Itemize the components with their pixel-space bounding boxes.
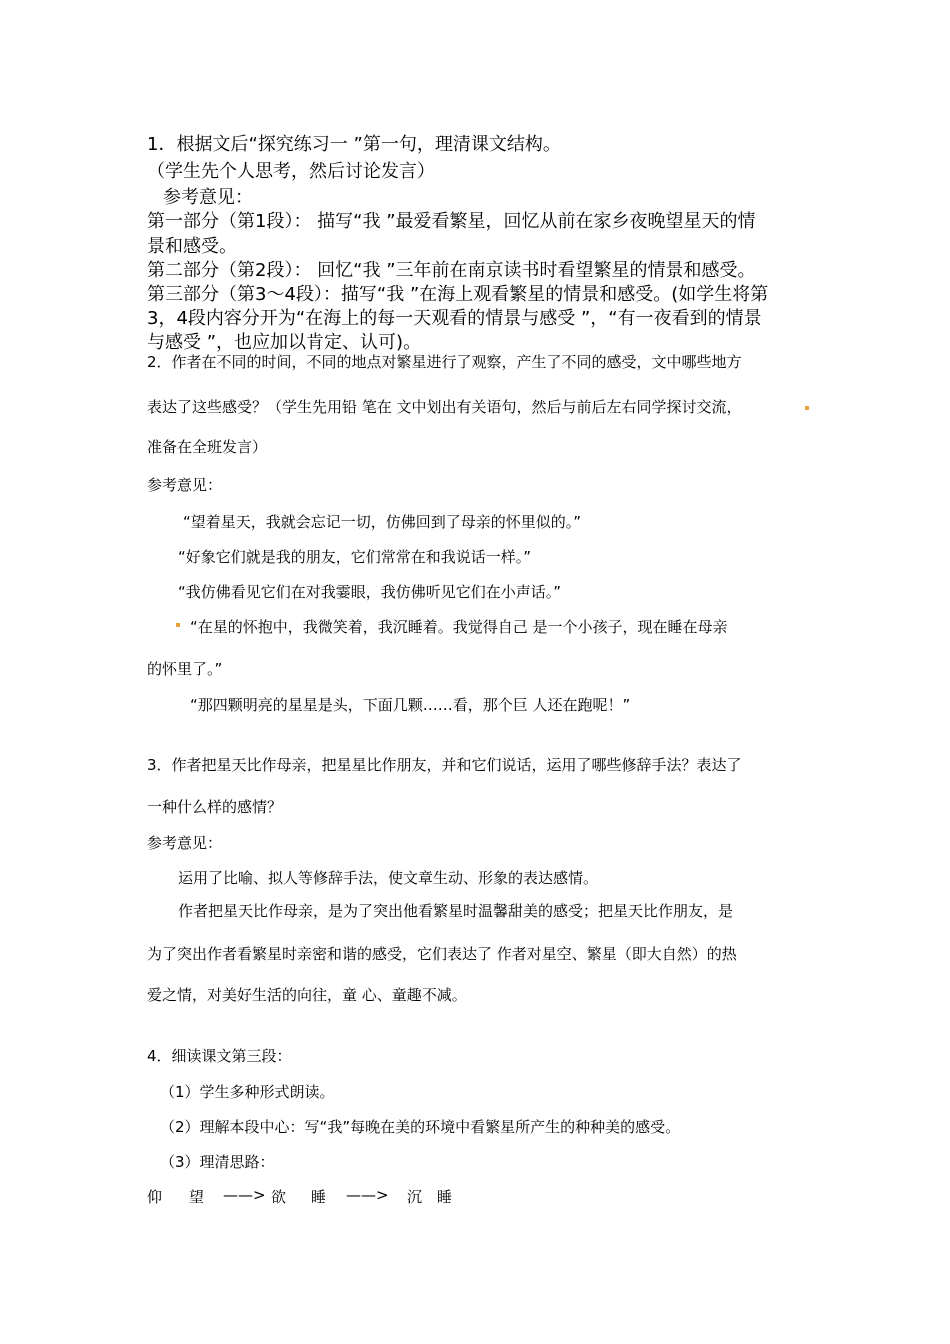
s4-step-3: （3）理清思路： <box>160 1153 275 1171</box>
s1-note: （学生先个人思考，然后讨论发言） <box>147 161 435 182</box>
s1-part3-cont: 3，4段内容分开为“在海上的每一天观看的情景与感受 ”，“有一夜看到的情景 <box>147 308 762 329</box>
marker-dot <box>176 623 180 627</box>
s1-part2: 第二部分（第2段）： 回忆“我 ”三年前在南京读书时看望繁星的情景和感受。 <box>147 260 756 281</box>
s2-quote-4-cont: 的怀里了。” <box>147 660 223 678</box>
flow-word: 睡 <box>437 1188 453 1206</box>
s2-quote-2: “好象它们就是我的朋友，它们常常在和我说话一样。” <box>178 548 532 566</box>
flow-word: 沉 <box>407 1188 423 1206</box>
s3-answer-2: 作者把星天比作母亲，是为了突出他看繁星时温馨甜美的感受；把星天比作朋友，是 <box>178 902 734 920</box>
s1-part3: 第三部分（第3～4段）：描写“我 ”在海上观看繁星的情景和感受。(如学生将第 <box>147 284 769 305</box>
s4-step-2: （2）理解本段中心：写“我”每晚在美的环境中看繁星所产生的种种美的感受。 <box>160 1118 681 1136</box>
s1-part1-cont: 景和感受。 <box>147 236 237 257</box>
s2-question-end: 准备在全班发言） <box>147 438 268 456</box>
flow-arrow: ——> <box>346 1186 389 1204</box>
s3-question: 3．作者把星天比作母亲，把星星比作朋友，并和它们说话，运用了哪些修辞手法？表达了 <box>147 756 742 774</box>
s4-heading: 4．细读课文第三段： <box>147 1047 292 1065</box>
s2-ref-label: 参考意见： <box>147 476 223 494</box>
s2-quote-3: “我仿佛看见它们在对我霎眼，我仿佛听见它们在小声话。” <box>178 583 562 601</box>
s3-question-cont: 一种什么样的感情？ <box>147 798 283 816</box>
s3-answer-1: 运用了比喻、拟人等修辞手法，使文章生动、形象的表达感情。 <box>178 869 599 887</box>
s1-heading: 1．根据文后“探究练习一 ”第一句，理清课文结构。 <box>147 134 561 155</box>
marker-dot <box>805 406 809 410</box>
s2-quote-1: “望着星天，我就会忘记一切，仿佛回到了母亲的怀里似的。” <box>183 513 582 531</box>
s3-ref-label: 参考意见： <box>147 834 223 852</box>
flow-word: 欲 <box>271 1188 287 1206</box>
s2-question-cont: 表达了这些感受？（学生先用铅 笔在 文中划出有关语句，然后与前后左右同学探讨交流， <box>147 398 742 416</box>
s3-answer-2-end: 爱之情，对美好生活的向往，童 心、童趣不减。 <box>147 986 467 1004</box>
flow-word: 望 <box>189 1188 205 1206</box>
s2-question: 2．作者在不同的时间，不同的地点对繁星进行了观察，产生了不同的感受，文中哪些地方 <box>147 353 742 371</box>
s1-part3-end: 与感受 ”，也应加以肯定、认可)。 <box>147 332 422 353</box>
s3-answer-2-cont: 为了突出作者看繁星时亲密和谐的感受，它们表达了 作者对星空、繁星（即大自然）的热 <box>147 945 737 963</box>
s4-step-1: （1）学生多种形式朗读。 <box>160 1083 335 1101</box>
flow-arrow: ——> <box>223 1186 266 1204</box>
flow-word: 睡 <box>311 1188 327 1206</box>
s2-quote-5: “那四颗明亮的星星是头，下面几颗……看，那个巨 人还在跑呢！” <box>190 696 631 714</box>
flow-word: 仰 <box>147 1188 163 1206</box>
s1-ref-label: 参考意见： <box>163 187 253 208</box>
s1-part1: 第一部分（第1段）： 描写“我 ”最爱看繁星，回忆从前在家乡夜晚望星天的情 <box>147 211 756 232</box>
s2-quote-4: “在星的怀抱中，我微笑着，我沉睡着。我觉得自己 是一个小孩子，现在睡在母亲 <box>190 618 728 636</box>
